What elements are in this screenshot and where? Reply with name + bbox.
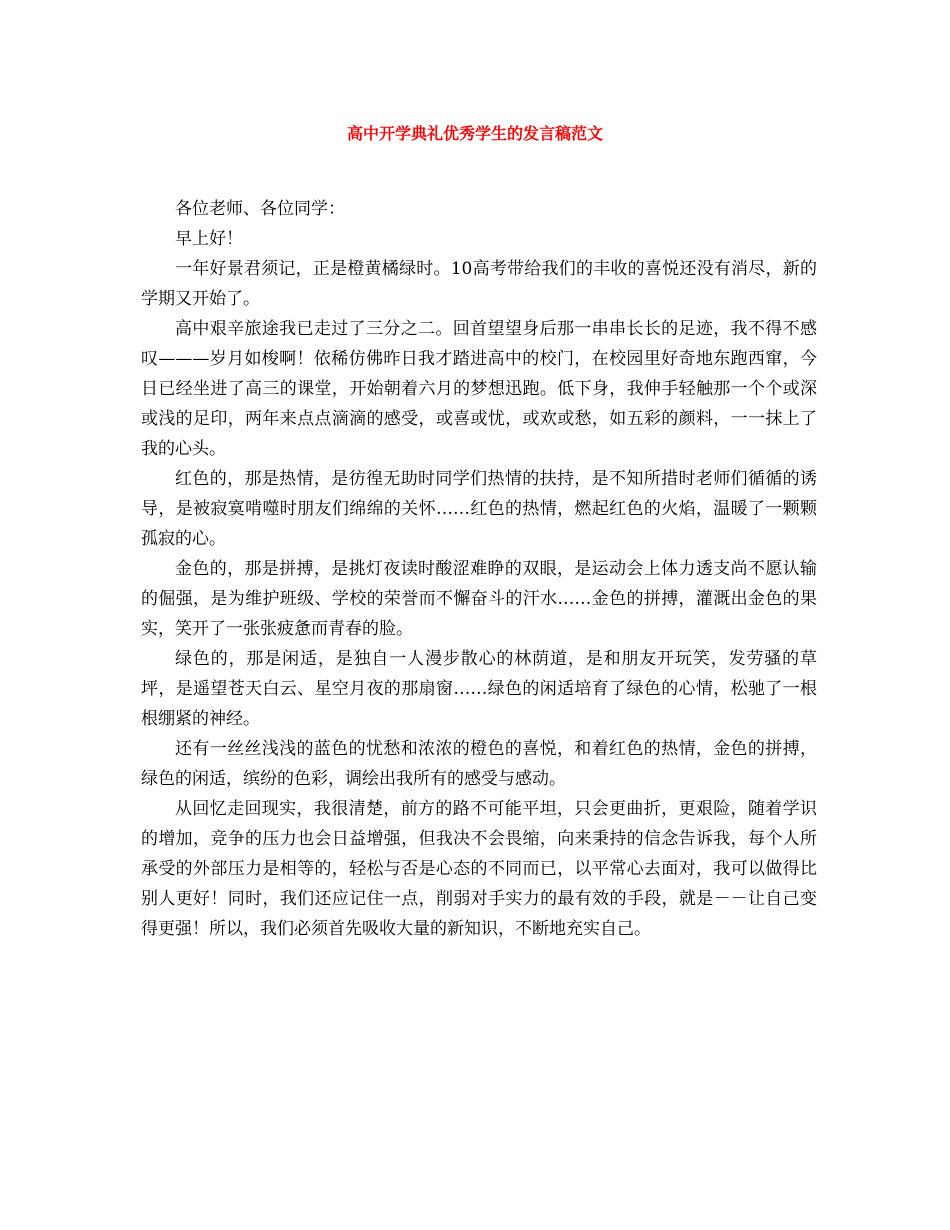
paragraph: 从回忆走回现实，我很清楚，前方的路不可能平坦，只会更曲折，更艰险，随着学识的增加，竞争的压力也会日益增强，但我决不会畏缩，向来秉持的信念告诉我，每个人所承受的外部压力是相等的，轻松与否是心态的不同而已，以平常心去面对，我可以做得比别人更好！同时，我们还应记住一点，削弱对手实力的最有效的手段，就是－－让自己变得更强！所以，我们必须首先吸收大量的新知识，不断地充实自己。 [141, 799, 817, 939]
paragraph: 高中艰辛旅途我已走过了三分之二。回首望望身后那一串串长长的足迹，我不得不感叹———岁月如梭啊！依稀仿佛昨日我才踏进高中的校门，在校园里好奇地东跑西窜，今日已经坐进了高三的课堂，开始朝着六月的梦想迅跑。低下身，我伸手轻触那一个个或深或浅的足印，两年来点点滴滴的感受，或喜或忧，或欢或愁，如五彩的颜料，一一抹上了我的心头。 [141, 319, 817, 459]
paragraph: 还有一丝丝浅浅的蓝色的忧愁和浓浓的橙色的喜悦，和着红色的热情，金色的拼搏，绿色的闲适，缤纷的色彩，调绘出我所有的感受与感动。 [141, 739, 817, 789]
paragraph-salutation: 各位老师、各位同学： [175, 199, 345, 219]
paragraph: 一年好景君须记，正是橙黄橘绿时。10高考带给我们的丰收的喜悦还没有消尽，新的学期又开始了。 [141, 259, 817, 309]
paragraph-greeting: 早上好！ [175, 229, 243, 249]
document-body [141, 194, 817, 944]
paragraph: 金色的，那是拼搏，是挑灯夜读时酸涩难睁的双眼，是运动会上体力透支尚不愿认输的倔强，是为维护班级、学校的荣誉而不懈奋斗的汗水……金色的拼搏，灌溉出金色的果实，笑开了一张张疲惫而青春的脸。 [141, 559, 817, 639]
paragraph: 绿色的，那是闲适，是独自一人漫步散心的林荫道，是和朋友开玩笑，发劳骚的草坪，是遥望苍天白云、星空月夜的那扇窗……绿色的闲适培育了绿色的心情，松驰了一根根绷紧的神经。 [141, 649, 817, 729]
document-title: 高中开学典礼优秀学生的发言稿范文 [346, 124, 603, 143]
paragraph: 红色的，那是热情，是彷徨无助时同学们热情的扶持，是不知所措时老师们循循的诱导，是被寂寞啃噬时朋友们绵绵的关怀……红色的热情，燃起红色的火焰，温暖了一颗颗孤寂的心。 [141, 469, 817, 549]
